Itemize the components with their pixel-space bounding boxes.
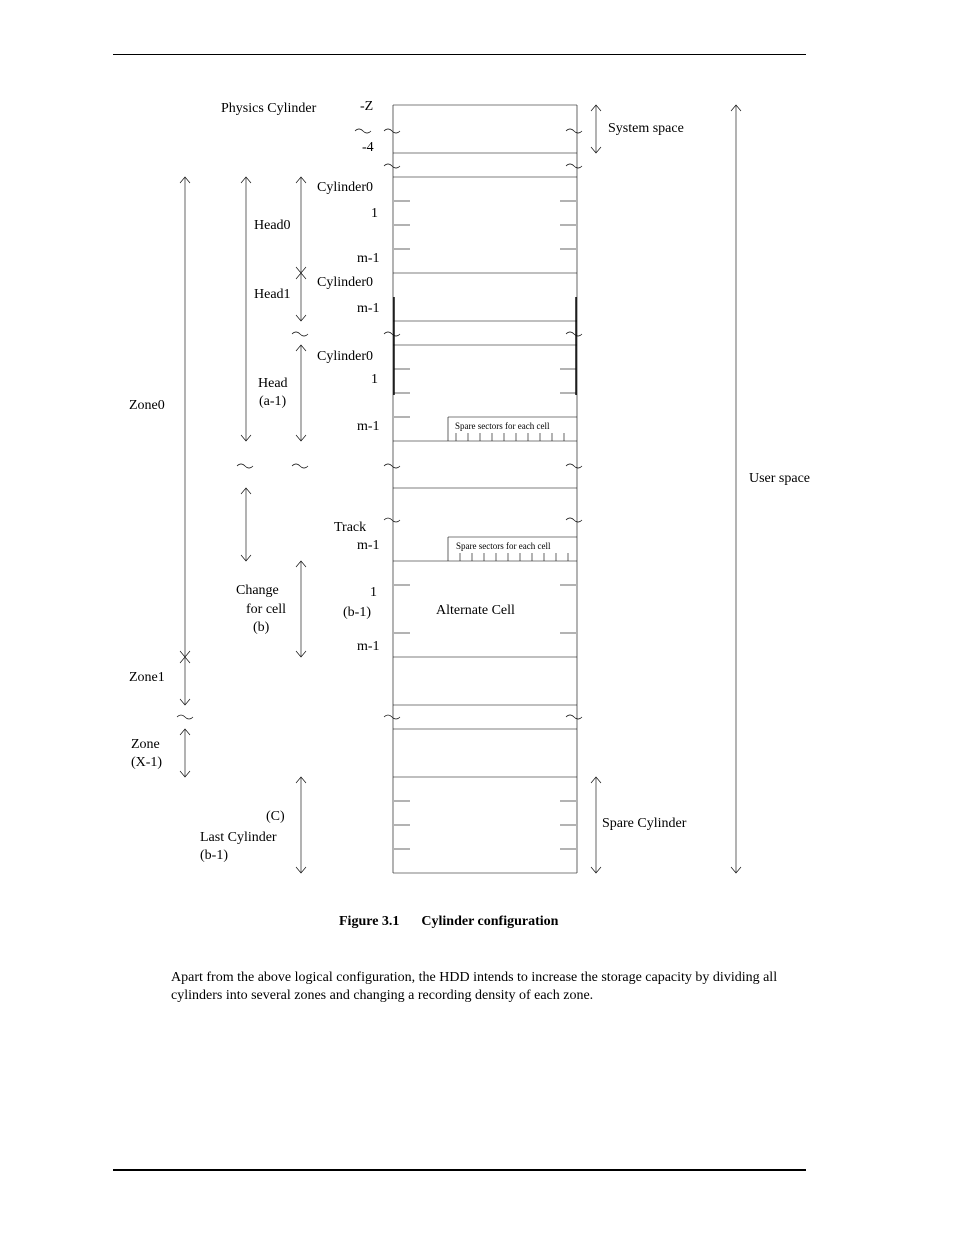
head0-label: Head0 xyxy=(254,218,291,233)
zone0-label: Zone0 xyxy=(129,398,165,413)
m1-label-3: m-1 xyxy=(357,419,380,434)
head-a1-label-line2: (a-1) xyxy=(259,394,287,409)
spare-cylinder-label: Spare Cylinder xyxy=(602,816,687,831)
spare-sectors-label-1: Spare sectors for each cell xyxy=(455,421,550,431)
physics-cylinder-label: Physics Cylinder xyxy=(221,101,317,116)
m1-label-1: m-1 xyxy=(357,251,380,266)
m1-label-2: m-1 xyxy=(357,301,380,316)
track-1-label-2: 1 xyxy=(371,372,378,387)
footer-rule xyxy=(113,1169,806,1171)
minus-4-label: -4 xyxy=(362,140,374,155)
change-cell-label-line2: for cell xyxy=(246,602,287,617)
cylinder0-label-1: Cylinder0 xyxy=(317,180,373,195)
m1-label-4: m-1 xyxy=(357,538,380,553)
c-label: (C) xyxy=(266,809,285,824)
last-cylinder-label-line1: Last Cylinder xyxy=(200,830,277,845)
zonex-label-line2: (X-1) xyxy=(131,755,163,770)
b1-label: (b-1) xyxy=(343,605,371,620)
minus-z-label: -Z xyxy=(360,99,374,114)
head-a1-label-line1: Head xyxy=(258,376,288,391)
body-paragraph: Apart from the above logical configuration, the HDD intends to increase the storage capacity by dividing all cylinders into several zones and changing a recording density of each zone. xyxy=(171,970,778,1003)
change-cell-label-line3: (b) xyxy=(253,620,270,635)
m1-label-5: m-1 xyxy=(357,639,380,654)
cylinder0-label-3: Cylinder0 xyxy=(317,349,373,364)
zone1-label: Zone1 xyxy=(129,670,165,685)
last-cylinder-label-line2: (b-1) xyxy=(200,848,228,863)
cylinder0-label-2: Cylinder0 xyxy=(317,275,373,290)
figure-title: Cylinder configuration xyxy=(421,914,559,929)
figure-caption xyxy=(339,914,558,930)
figure-number: Figure 3.1 xyxy=(339,914,400,929)
alternate-cell-label: Alternate Cell xyxy=(436,603,515,618)
zonex-label-line1: Zone xyxy=(131,737,160,752)
user-space-label: User space xyxy=(749,471,811,486)
change-cell-label-line1: Change xyxy=(236,583,279,598)
track-1-label-3: 1 xyxy=(370,585,377,600)
track-label: Track xyxy=(334,520,367,535)
head1-label: Head1 xyxy=(254,287,291,302)
spare-sectors-label-2: Spare sectors for each cell xyxy=(456,541,551,551)
track-1-label-1: 1 xyxy=(371,206,378,221)
system-space-label: System space xyxy=(608,121,684,136)
